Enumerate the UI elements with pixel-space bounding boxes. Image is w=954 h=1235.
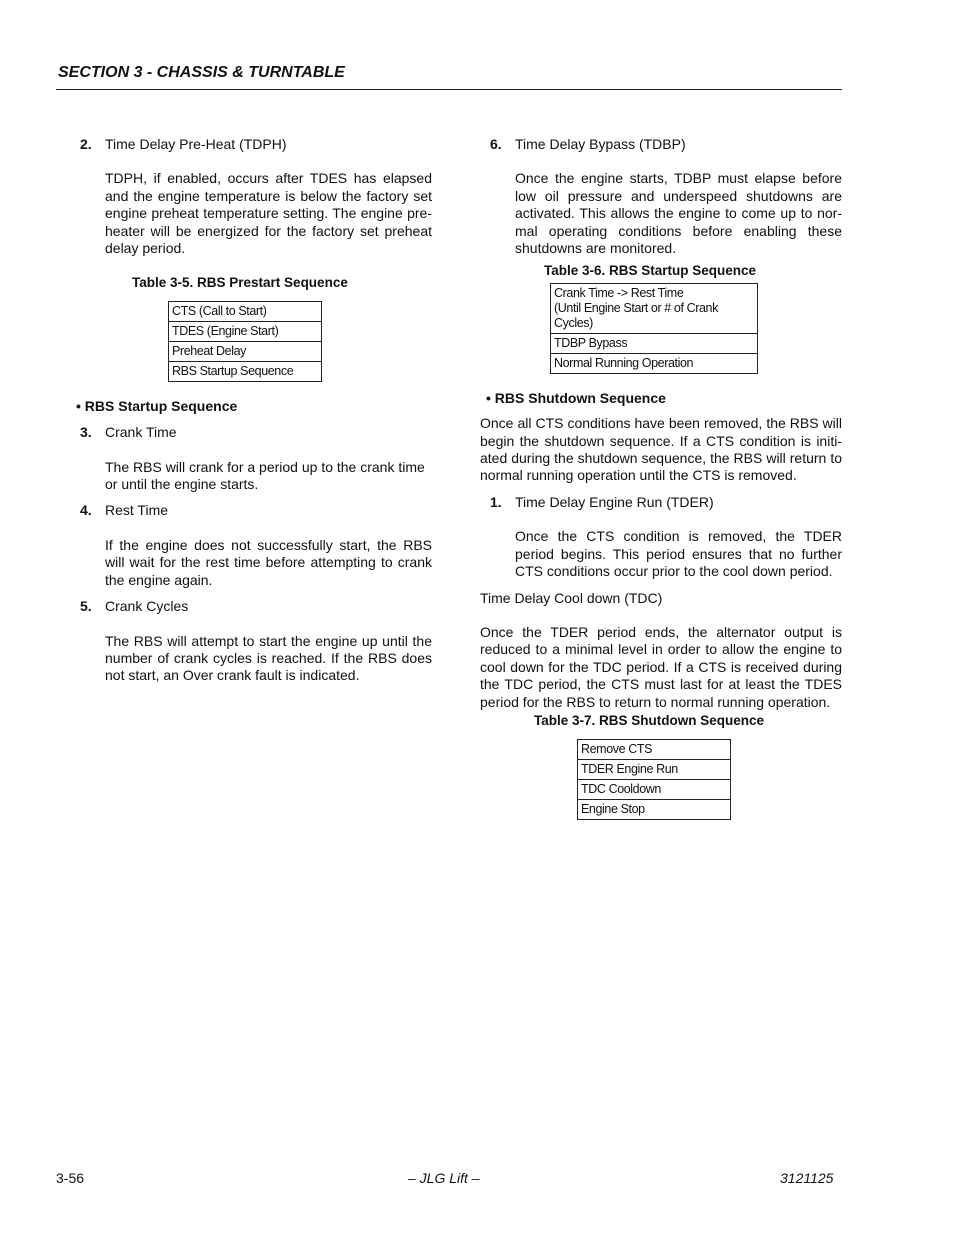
item-body: TDPH, if enabled, occurs after TDES has elapsed and the engine temperature is below the factory set engine preheat temperature setting. The engine pre-heater will be energized for the factory set preheat delay period.	[105, 170, 432, 257]
item-number: 5.	[80, 598, 92, 615]
bullet-icon: •	[76, 397, 85, 414]
item-number: 2.	[80, 136, 92, 152]
section-title: SECTION 3 - CHASSIS & TURNTABLE	[58, 64, 345, 81]
table-cell: TDER Engine Run	[578, 760, 731, 780]
table-cell: TDES (Engine Start)	[169, 321, 322, 341]
item-body: Once the CTS condition is removed, the TDER period begins. This period ensures that no further CTS conditions occur prior to the cool down period.	[515, 528, 842, 580]
header-rule	[56, 89, 842, 90]
left-column	[70, 136, 432, 685]
table-cell: Normal Running Operation	[551, 353, 758, 373]
table-caption: Table 3-5. RBS Prestart Sequence	[132, 275, 348, 291]
item-rest-time	[70, 502, 432, 589]
item-body: Once the engine starts, TDBP must elapse before low oil pressure and underspeed shutdowns are activated. This allows the engine to come up to nor-mal operating conditions before enabling these shutdowns are monitored.	[515, 170, 842, 257]
bullet-icon: •	[486, 389, 495, 406]
table-cell: Remove CTS	[578, 740, 731, 760]
item-number: 4.	[80, 502, 92, 519]
table-caption: Table 3-6. RBS Startup Sequence	[544, 263, 757, 279]
item-tdbp	[480, 136, 842, 257]
document-number: 3121125	[780, 1170, 834, 1186]
item-body: If the engine does not successfully start, the RBS will wait for the rest time before attempting to crank the engine again.	[105, 536, 432, 588]
table-cell: CTS (Call to Start)	[169, 301, 322, 321]
item-tdph	[70, 136, 432, 257]
item-crank-time	[70, 424, 432, 493]
startup-table	[550, 283, 758, 374]
table-cell	[551, 283, 758, 333]
page-number: 3-56	[56, 1170, 85, 1186]
item-number: 1.	[490, 493, 502, 510]
item-title: Time Delay Engine Run (TDER)	[515, 493, 714, 510]
table-cell: Engine Stop	[578, 800, 731, 820]
shutdown-intro: Once all CTS conditions have been removed, the RBS will begin the shutdown sequence. If a CTS condition is initi-ated during the shutdown sequence, the RBS will return to normal running operation until the CTS is removed.	[480, 415, 842, 484]
item-crank-cycles	[70, 598, 432, 685]
table-caption: Table 3-7. RBS Shutdown Sequence	[534, 712, 765, 728]
item-title: Rest Time	[105, 502, 169, 519]
bullet-heading: RBS Startup Sequence	[84, 397, 238, 414]
table-cell: TDC Cooldown	[578, 780, 731, 800]
item-tder	[480, 494, 842, 581]
table-cell: RBS Startup Sequence	[169, 361, 322, 381]
shutdown-table	[577, 739, 731, 820]
item-body: The RBS will crank for a period up to the crank time or until the engine starts.	[105, 458, 425, 493]
table-cell-line: Crank Time -> Rest Time	[554, 285, 684, 300]
right-column	[480, 136, 842, 820]
bullet-heading: RBS Shutdown Sequence	[494, 389, 666, 406]
tdc-title: Time Delay Cool down (TDC)	[480, 589, 663, 606]
item-title: Time Delay Bypass (TDBP)	[515, 136, 686, 152]
table-cell: TDBP Bypass	[551, 333, 758, 353]
item-title: Crank Time	[105, 424, 177, 441]
item-title: Crank Cycles	[105, 598, 189, 615]
tdc-body: Once the TDER period ends, the alternator output is reduced to a minimal level in order to allow the engine to cool down for the TDC period. If a CTS is received during the TDC period, the CTS must last for at least the TDES period for the RBS to return to normal running operation.	[480, 623, 842, 710]
footer-center: – JLG Lift –	[408, 1170, 480, 1186]
table-cell-line: (Until Engine Start or # of Crank Cycles)	[554, 300, 718, 330]
table-cell: Preheat Delay	[169, 341, 322, 361]
item-number: 6.	[490, 136, 502, 152]
item-body: The RBS will attempt to start the engine up until the number of crank cycles is reached. If the RBS does not start, an Over crank fault is indicated.	[105, 632, 432, 684]
item-title: Time Delay Pre-Heat (TDPH)	[105, 136, 287, 152]
item-number: 3.	[80, 424, 92, 441]
prestart-table	[168, 301, 322, 382]
